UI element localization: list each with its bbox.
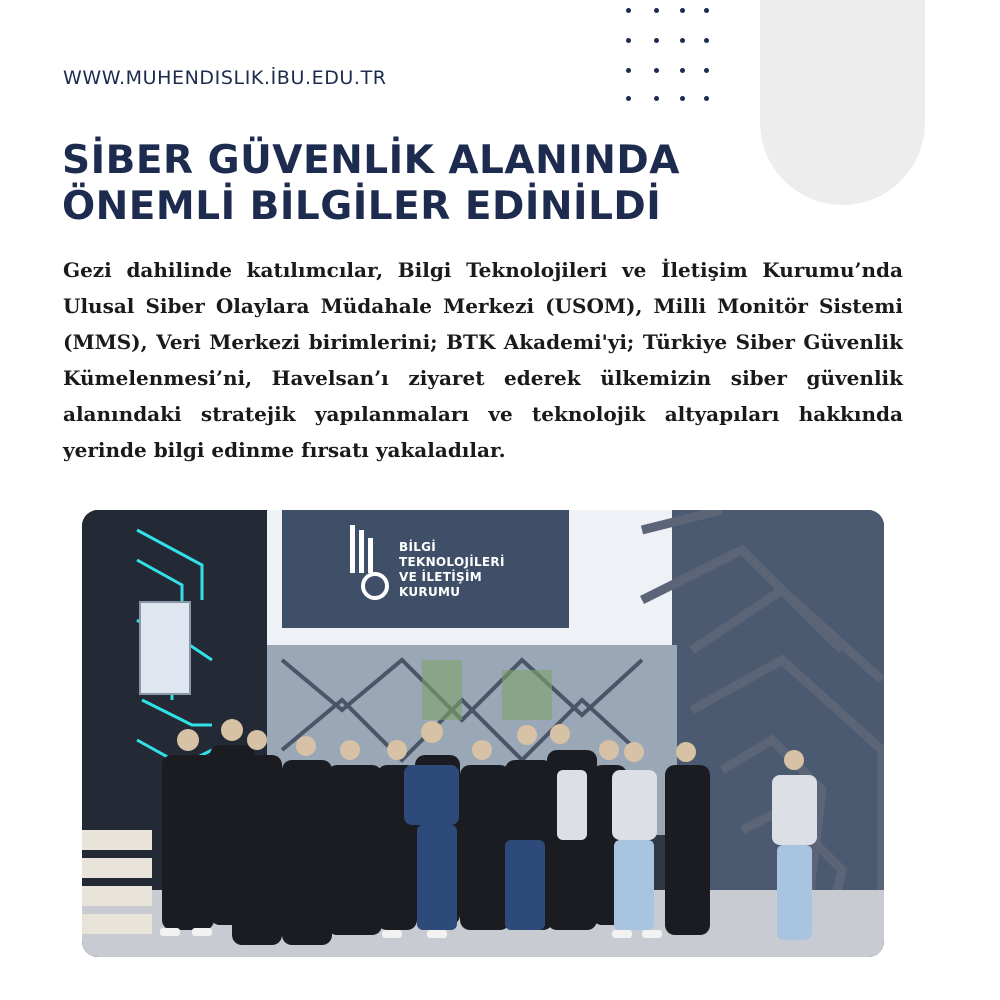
sign-line-2: TEKNOLOJİLERİ bbox=[399, 555, 505, 569]
decorative-dot-grid bbox=[622, 4, 710, 100]
page-title bbox=[62, 138, 762, 230]
sign-line-1: BİLGİ bbox=[399, 540, 437, 554]
group-photo bbox=[82, 510, 884, 957]
website-url[interactable]: WWW.MUHENDISLIK.İBU.EDU.TR bbox=[63, 67, 387, 89]
article-paragraph: Gezi dahilinde katılımcılar, Bilgi Teknolojileri ve İletişim Kurumu’nda Ulusal Siber Olaylara Müdahale Merkezi (USOM), Milli Monitör Sistemi (MMS), Veri Merkezi birimlerini; BTK Akademi'yi; Türkiye Siber Güvenlik Kümelenmesi’ni, Havelsan’ı ziyaret ederek ülkemizin siber güvenlik alanındaki stratejik yapılanmaları ve teknolojik altyapıları hakkında yerinde bilgi edinme fırsatı yakaladılar. bbox=[63, 258, 903, 462]
sign-line-4: KURUMU bbox=[399, 585, 461, 599]
btk-sign-text bbox=[399, 540, 505, 600]
sign-line-3: VE İLETİŞİM bbox=[399, 570, 482, 584]
title-line-1: SİBER GÜVENLİK ALANINDA bbox=[62, 138, 680, 183]
title-line-2: ÖNEMLİ BİLGİLER EDİNİLDİ bbox=[62, 184, 662, 229]
decorative-shape bbox=[760, 0, 925, 205]
